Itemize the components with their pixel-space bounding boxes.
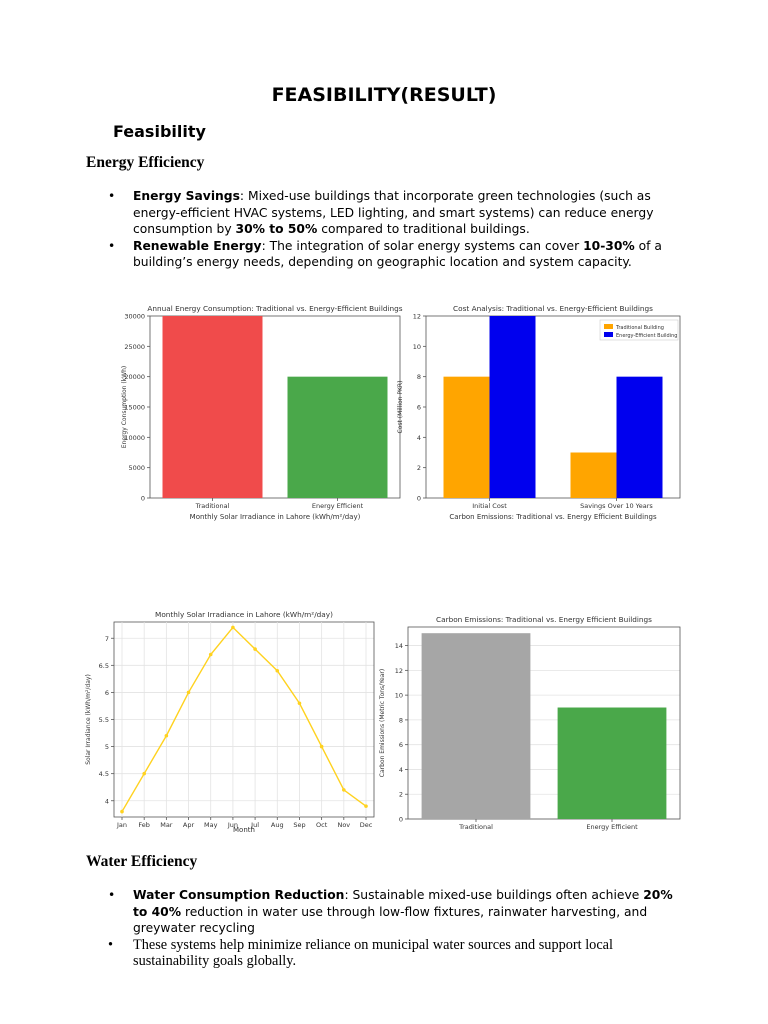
y-tick-label: 10	[394, 691, 403, 700]
y-tick-label: 0	[398, 815, 403, 824]
y-tick-label: 4	[416, 433, 421, 442]
x-tick-label: Feb	[138, 821, 150, 829]
feasibility-heading: Feasibility	[113, 122, 206, 141]
solar-irradiance-chart	[84, 603, 384, 835]
water-bullet-list	[108, 887, 688, 970]
bullet-dot: •	[108, 238, 116, 253]
x-axis-label: Monthly Solar Irradiance in Lahore (kWh/m²/day)	[189, 513, 361, 521]
y-tick-label: 7	[104, 634, 109, 643]
y-tick-label: 20000	[124, 373, 145, 382]
chart-title: Carbon Emissions: Traditional vs. Energy Efficient Buildings	[436, 615, 652, 624]
y-tick-label: 4	[398, 765, 403, 774]
bar	[490, 316, 536, 498]
y-tick-label: 6	[104, 688, 109, 697]
chart-svg	[379, 603, 682, 835]
y-tick-label: 5	[104, 743, 109, 752]
bullet-text: of a building’s energy needs, depending on geographic location and system capacity.	[133, 238, 662, 269]
cost-analysis-chart	[397, 292, 690, 522]
data-point	[364, 804, 368, 808]
bullet-highlight: 20% to 40%	[133, 888, 673, 919]
bullet-highlight: 10-30%	[583, 238, 635, 253]
bullet-highlight: 30% to 50%	[235, 222, 318, 236]
bullet-label: Renewable Energy	[133, 238, 262, 253]
bar	[571, 453, 617, 499]
bullet-text: These systems help minimize reliance on municipal water sources and support local sustainability goals globally.	[133, 936, 613, 969]
energy-savings-bullet	[108, 188, 688, 238]
y-tick-label: 6	[416, 403, 421, 412]
chart-svg	[112, 292, 410, 522]
data-point	[253, 647, 257, 651]
x-tick-label: Energy Efficient	[311, 502, 364, 510]
y-tick-label: 12	[394, 666, 403, 675]
energy-bullet-list	[108, 188, 688, 271]
energy-consumption-chart	[112, 292, 410, 522]
bullet-text: reduction in water use through low-flow fixtures, rainwater harvesting, and greywater recycling	[133, 904, 648, 935]
legend-label: Energy-Efficient Building	[616, 333, 678, 339]
bullet-label: Water Consumption Reduction	[133, 888, 345, 902]
data-point	[142, 772, 146, 776]
y-tick-label: 4.5	[98, 770, 109, 779]
y-axis-label: Carbon Emissions (Metric Tons/Year)	[379, 668, 386, 778]
page-title: FEASIBILITY(RESULT)	[271, 84, 497, 106]
bar	[163, 316, 263, 498]
data-point	[320, 745, 324, 749]
renewable-energy-bullet	[108, 238, 688, 271]
data-point	[275, 669, 279, 673]
y-axis-label: Cost (Million PKR)	[397, 380, 404, 434]
legend-swatch	[604, 332, 613, 337]
data-point	[342, 788, 346, 792]
y-tick-label: 14	[394, 642, 403, 651]
legend	[600, 320, 678, 340]
y-tick-label: 4	[104, 797, 109, 806]
x-tick-label: Initial Cost	[472, 502, 507, 510]
data-point	[298, 701, 302, 705]
y-tick-label: 0	[416, 494, 421, 503]
bar	[288, 377, 388, 498]
bullet-dot: •	[108, 936, 114, 953]
x-tick-label: Mar	[160, 821, 173, 829]
y-tick-label: 2	[416, 464, 421, 473]
y-tick-label: 6	[398, 741, 403, 750]
water-efficiency-heading: Water Efficiency	[86, 853, 198, 870]
bullet-dot: •	[108, 888, 116, 902]
bullet-dot: •	[108, 189, 116, 203]
x-tick-label: Traditional	[459, 823, 493, 831]
x-tick-label: Aug	[270, 821, 284, 829]
y-tick-label: 2	[398, 790, 403, 799]
chart-svg	[397, 292, 690, 522]
bullet-text: : Mixed-use buildings that incorporate green technologies (such as energy-efficient HVAC systems, LED lighting, and smart systems) can reduce energy consumption by	[133, 189, 654, 236]
bar	[422, 633, 531, 819]
y-tick-label: 6.5	[98, 661, 109, 670]
x-tick-label: Traditional	[195, 502, 230, 510]
y-axis-label: Energy Consumption (kWh)	[121, 365, 128, 449]
y-tick-label: 8	[416, 373, 421, 382]
y-tick-label: 15000	[124, 403, 145, 412]
x-axis-label: Carbon Emissions: Traditional vs. Energy Efficient Buildings	[449, 513, 657, 521]
x-tick-label: Jul	[251, 821, 260, 829]
bullet-text: : The integration of solar energy systems can cover	[261, 238, 584, 253]
y-tick-label: 30000	[124, 312, 145, 321]
x-tick-label: Nov	[337, 821, 351, 829]
bar	[444, 377, 490, 498]
bar	[617, 377, 663, 498]
bullet-text: compared to traditional buildings.	[317, 222, 530, 236]
x-tick-label: Jun	[227, 821, 238, 829]
data-point	[187, 691, 191, 695]
x-tick-label: Jan	[116, 821, 128, 829]
x-tick-label: Dec	[359, 821, 373, 829]
bar	[558, 708, 667, 819]
y-tick-label: 5.5	[98, 716, 109, 724]
x-tick-label: May	[204, 821, 218, 829]
chart-title: Monthly Solar Irradiance in Lahore (kWh/m²/day)	[155, 610, 333, 619]
y-tick-label: 8	[398, 716, 403, 725]
water-reduction-bullet	[108, 887, 688, 937]
legend-label: Traditional Building	[616, 325, 664, 331]
data-point	[165, 734, 169, 738]
y-tick-label: 5000	[128, 464, 145, 473]
x-tick-label: Savings Over 10 Years	[580, 502, 653, 510]
x-tick-label: Energy Efficient	[586, 823, 638, 831]
chart-svg	[84, 603, 384, 835]
bullet-label: Energy Savings	[133, 189, 240, 203]
data-point	[209, 653, 213, 657]
x-axis-label: Month	[233, 826, 255, 834]
y-axis-label: Solar Irradiance (kWh/m²/day)	[85, 674, 92, 765]
y-tick-label: 10	[412, 342, 421, 351]
x-tick-label: Apr	[182, 821, 195, 829]
chart-title: Annual Energy Consumption: Traditional vs. Energy-Efficient Buildings	[147, 304, 403, 313]
data-point	[120, 810, 124, 814]
bullet-text: : Sustainable mixed-use buildings often achieve	[344, 888, 644, 902]
carbon-emissions-chart	[379, 603, 682, 835]
y-tick-label: 25000	[124, 342, 145, 351]
y-tick-label: 12	[412, 312, 421, 321]
y-tick-label: 0	[140, 494, 145, 503]
y-tick-label: 10000	[124, 433, 145, 442]
x-tick-label: Oct	[316, 821, 328, 829]
energy-efficiency-heading: Energy Efficiency	[86, 154, 205, 171]
municipal-reliance-bullet	[108, 937, 688, 970]
legend-swatch	[604, 324, 613, 329]
data-point	[231, 626, 235, 630]
x-tick-label: Sep	[293, 821, 306, 829]
chart-title: Cost Analysis: Traditional vs. Energy-Efficient Buildings	[453, 304, 653, 313]
